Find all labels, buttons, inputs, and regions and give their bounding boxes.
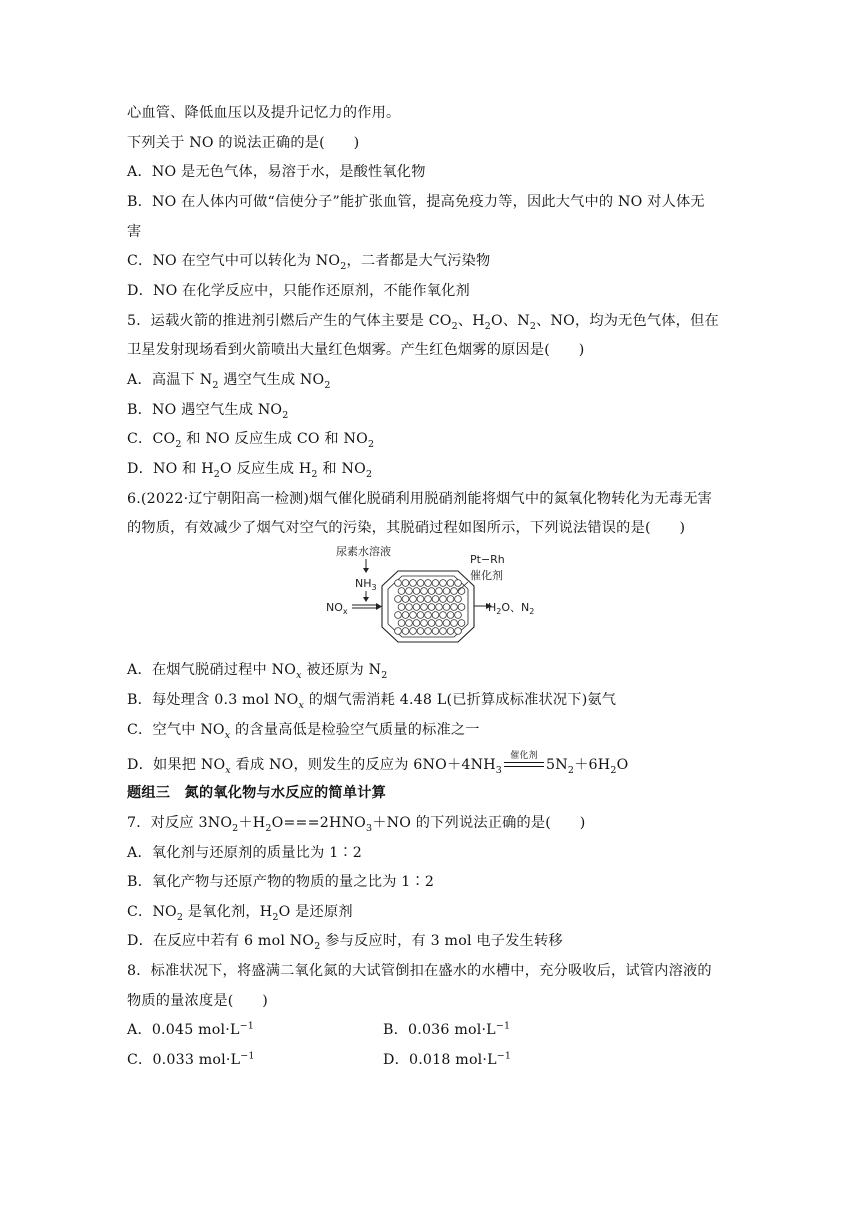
catalyst-bead: [417, 612, 424, 619]
catalyst-bead: [436, 588, 443, 595]
catalyst-bead: [402, 628, 409, 635]
catalyst-bead: [421, 620, 428, 627]
catalyst-bead: [395, 596, 402, 603]
catalyst-bead: [417, 628, 424, 635]
catalyst-bead: [410, 612, 417, 619]
catalyst-bead: [432, 628, 439, 635]
catalyst-bead: [398, 604, 405, 611]
catalyst-bead: [395, 580, 402, 587]
denitration-diagram: [322, 541, 540, 665]
catalyst-bead: [406, 620, 413, 627]
catalyst-bead: [458, 620, 465, 627]
catalyst-bead: [421, 604, 428, 611]
reagent-label: 尿素水溶液: [336, 545, 391, 558]
catalyst-bead: [451, 620, 458, 627]
question-5-stem: 5．运载火箭的推进剂引燃后产生的气体主要是 $CO_2$、$H_2O$、$N_2$、NO，均为无色气体，但在: [127, 313, 719, 332]
question-5-stem-continued: 卫星发射现场看到火箭喷出大量红色烟雾。产生红色烟雾的原因是( ): [127, 342, 585, 358]
option-c: C．$CO_2$ 和 NO 反应生成 CO 和 $NO_2$: [127, 431, 375, 450]
catalyst-bead: [447, 612, 454, 619]
option-d: D．0.018 $mol\cdot L^{-1}$: [383, 1050, 512, 1068]
catalyst-bead: [398, 620, 405, 627]
catalyst-bead: [402, 596, 409, 603]
catalyst-bead: [428, 620, 435, 627]
catalyst-label-1: Pt−Rh: [470, 553, 505, 566]
option-c: C．NO 在空气中可以转化为 $NO_2$，二者都是大气污染物: [127, 253, 491, 272]
catalyst-bead: [406, 604, 413, 611]
option-a: A．在烟气脱硝过程中 $NO_x$ 被还原为 $N_2$: [127, 662, 388, 681]
catalyst-bead: [413, 604, 420, 611]
text-line: 心血管、降低血压以及提升记忆力的作用。: [127, 105, 401, 121]
option-b: B．0.036 $mol\cdot L^{-1}$: [383, 1020, 511, 1038]
catalyst-bead: [455, 612, 462, 619]
catalyst-bead: [398, 588, 405, 595]
catalyst-bead: [443, 604, 450, 611]
catalyst-bead: [440, 580, 447, 587]
option-b: B．NO 在人体内可做“信使分子”能扩张血管，提高免疫力等，因此大气中的 NO 对人体无: [127, 194, 705, 210]
catalyst-bead: [455, 628, 462, 635]
catalyst-bead: [432, 612, 439, 619]
option-a: A．氧化剂与还原剂的质量比为 1∶2: [127, 845, 363, 861]
question-6-stem-continued: 的物质，有效减少了烟气对空气的污染，其脱硝过程如图所示，下列说法错误的是( ): [127, 520, 686, 536]
catalyst-bead: [402, 612, 409, 619]
question-7-stem: 7．对反应 $3NO_2+H_2O===2HNO_3+NO$ 的下列说法正确的是( ): [127, 815, 586, 834]
option-c: C．$NO_2$ 是氧化剂，$H_2O$ 是还原剂: [127, 904, 353, 923]
section-heading: 题组三 氮的氧化物与水反应的简单计算: [127, 785, 386, 801]
catalyst-bead: [458, 588, 465, 595]
catalyst-bead: [458, 604, 465, 611]
catalyst-bead: [410, 596, 417, 603]
option-d: D．如果把 $NO_x$ 看成 NO，则发生的反应为 $6NO+4NH_3$ 催化剂 $5N_2+6H_2O$: [127, 751, 629, 776]
option-d: D．在反应中若有 6 mol $NO_2$ 参与反应时，有 3 mol 电子发生转移: [127, 933, 563, 952]
catalyst-bead: [443, 620, 450, 627]
catalyst-bead: [410, 628, 417, 635]
nh3-label: $NH_3$: [355, 577, 377, 592]
option-c: C．空气中 $NO_x$ 的含量高低是检验空气质量的标准之一: [127, 722, 480, 741]
catalyst-bead: [432, 580, 439, 587]
catalyst-bead: [406, 588, 413, 595]
catalyst-bead: [413, 620, 420, 627]
option-c: C．0.033 $mol\cdot L^{-1}$: [127, 1050, 255, 1068]
catalyst-bead: [436, 620, 443, 627]
catalyst-bead: [425, 628, 432, 635]
catalyst-bead: [447, 628, 454, 635]
catalyst-reaction-arrow: 催化剂: [502, 758, 546, 772]
catalyst-bead: [417, 580, 424, 587]
catalyst-bead: [436, 604, 443, 611]
catalyst-bead: [443, 588, 450, 595]
catalyst-bead: [440, 612, 447, 619]
catalyst-bead: [421, 588, 428, 595]
option-b: B．每处理含 0.3 mol $NO_x$ 的烟气需消耗 4.48 L(已折算成标准状况下)氨气: [127, 692, 617, 711]
option-a: A．NO 是无色气体，易溶于水，是酸性氧化物: [127, 164, 426, 180]
catalyst-bead: [451, 588, 458, 595]
question-stem: 下列关于 NO 的说法正确的是( ): [127, 135, 360, 151]
output-label: $H_2O$、$N_2$: [488, 601, 535, 616]
catalyst-bead: [395, 628, 402, 635]
catalyst-bead: [428, 588, 435, 595]
catalyst-bead: [413, 588, 420, 595]
option-b-continued: 害: [127, 224, 142, 240]
catalyst-bead: [417, 596, 424, 603]
question-6-stem: 6.(2022·辽宁朝阳高一检测)烟气催化脱硝利用脱硝剂能将烟气中的氮氧化物转化为无毒无害: [127, 491, 712, 507]
catalyst-bead: [425, 612, 432, 619]
catalyst-beads: [395, 580, 465, 635]
option-b: B．NO 遇空气生成 $NO_2$: [127, 402, 289, 421]
catalyst-bead: [402, 580, 409, 587]
question-8-stem-continued: 物质的量浓度是( ): [127, 993, 268, 1009]
catalyst-bead: [432, 596, 439, 603]
catalyst-bead: [440, 628, 447, 635]
catalyst-label-2: 催化剂: [470, 569, 503, 582]
catalyst-bead: [425, 596, 432, 603]
option-b: B．氧化产物与还原产物的物质的量之比为 1∶2: [127, 874, 435, 890]
catalyst-bead: [440, 596, 447, 603]
catalyst-bead: [425, 580, 432, 587]
option-d: D．NO 在化学反应中，只能作还原剂，不能作氧化剂: [127, 283, 470, 299]
catalyst-bead: [455, 596, 462, 603]
option-a: A．高温下 $N_2$ 遇空气生成 $NO_2$: [127, 372, 331, 391]
catalyst-bead: [428, 604, 435, 611]
catalyst-bead: [395, 612, 402, 619]
catalyst-bead: [455, 580, 462, 587]
nox-input-label: $NO_x$: [326, 601, 348, 616]
question-8-stem: 8．标准状况下，将盛满二氧化氮的大试管倒扣在盛水的水槽中，充分吸收后，试管内溶液的: [127, 963, 712, 979]
catalyst-bead: [451, 604, 458, 611]
catalyst-bead: [447, 596, 454, 603]
option-a: A．0.045 $mol\cdot L^{-1}$: [127, 1020, 255, 1038]
catalyst-bead: [447, 580, 454, 587]
catalyst-bead: [410, 580, 417, 587]
option-d: D．NO 和 $H_2O$ 反应生成 $H_2$ 和 $NO_2$: [127, 461, 373, 480]
